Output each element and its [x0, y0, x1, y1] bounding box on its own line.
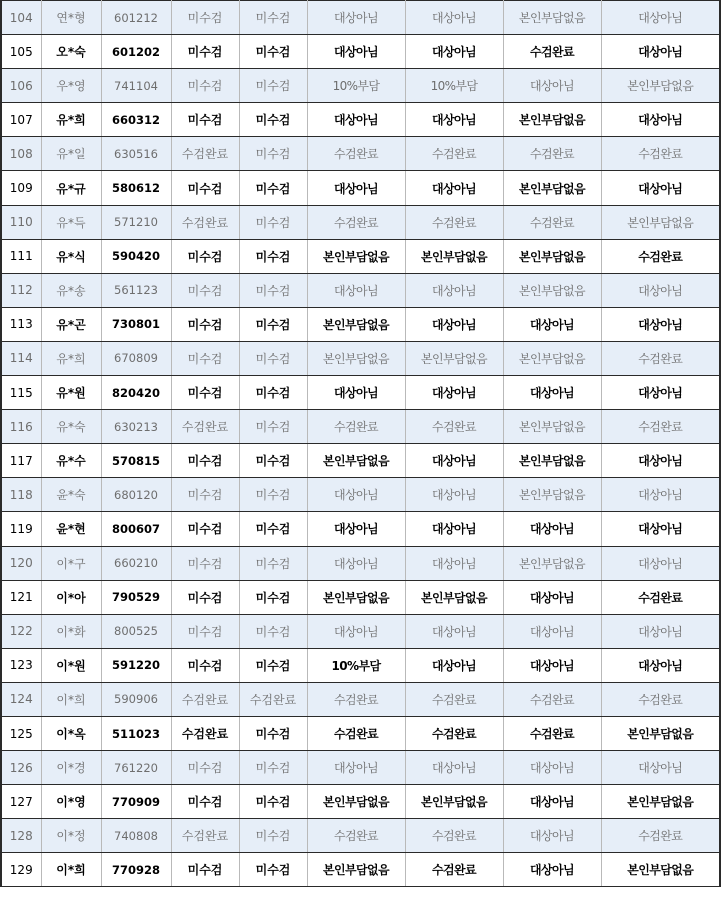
- status-cell-3: 본인부담없음: [307, 239, 405, 273]
- status-cell-6: 수검완료: [601, 137, 720, 171]
- status-cell-6: 대상아님: [601, 648, 720, 682]
- status-cell-2: 미수검: [239, 648, 307, 682]
- table-row: [1, 648, 720, 682]
- row-number-cell: 118: [1, 478, 41, 512]
- status-cell-2: 수검완료: [239, 682, 307, 716]
- status-cell-6: 본인부담없음: [601, 716, 720, 750]
- status-cell-3: 대상아님: [307, 35, 405, 69]
- status-cell-5: 대상아님: [503, 648, 601, 682]
- status-cell-1: 미수검: [171, 171, 239, 205]
- row-number-cell: 105: [1, 35, 41, 69]
- name-cell: 이*희: [41, 682, 101, 716]
- table-row: [1, 1, 720, 35]
- status-cell-5: 대상아님: [503, 819, 601, 853]
- status-cell-4: 수검완료: [405, 410, 503, 444]
- row-number-cell: 108: [1, 137, 41, 171]
- status-cell-2: 미수검: [239, 716, 307, 750]
- birthdate-code-cell: 630516: [101, 137, 171, 171]
- status-cell-3: 수검완료: [307, 682, 405, 716]
- status-cell-2: 미수검: [239, 239, 307, 273]
- status-cell-5: 본인부담없음: [503, 103, 601, 137]
- birthdate-code-cell: 820420: [101, 376, 171, 410]
- status-cell-4: 대상아님: [405, 614, 503, 648]
- birthdate-code-cell: 590420: [101, 239, 171, 273]
- status-cell-2: 미수검: [239, 103, 307, 137]
- status-cell-1: 미수검: [171, 614, 239, 648]
- status-cell-6: 대상아님: [601, 444, 720, 478]
- status-cell-4: 대상아님: [405, 35, 503, 69]
- table-row: [1, 853, 720, 887]
- status-cell-2: 미수검: [239, 307, 307, 341]
- row-number-cell: 124: [1, 682, 41, 716]
- row-number-cell: 116: [1, 410, 41, 444]
- status-cell-5: 본인부담없음: [503, 546, 601, 580]
- status-cell-6: 대상아님: [601, 307, 720, 341]
- birthdate-code-cell: 660210: [101, 546, 171, 580]
- status-cell-5: 대상아님: [503, 614, 601, 648]
- birthdate-code-cell: 570815: [101, 444, 171, 478]
- status-cell-2: 미수검: [239, 512, 307, 546]
- status-cell-5: 대상아님: [503, 853, 601, 887]
- table-row: [1, 273, 720, 307]
- table-row: [1, 137, 720, 171]
- name-cell: 이*원: [41, 648, 101, 682]
- status-cell-2: 미수검: [239, 410, 307, 444]
- birthdate-code-cell: 761220: [101, 751, 171, 785]
- status-cell-4: 대상아님: [405, 273, 503, 307]
- status-cell-1: 미수검: [171, 376, 239, 410]
- row-number-cell: 111: [1, 239, 41, 273]
- status-cell-1: 미수검: [171, 751, 239, 785]
- status-cell-5: 대상아님: [503, 751, 601, 785]
- status-cell-6: 대상아님: [601, 751, 720, 785]
- status-cell-6: 대상아님: [601, 35, 720, 69]
- status-cell-5: 본인부담없음: [503, 478, 601, 512]
- status-cell-5: 본인부담없음: [503, 171, 601, 205]
- birthdate-code-cell: 730801: [101, 307, 171, 341]
- status-cell-1: 수검완료: [171, 716, 239, 750]
- status-cell-3: 대상아님: [307, 376, 405, 410]
- status-cell-4: 본인부담없음: [405, 785, 503, 819]
- table-row: [1, 410, 720, 444]
- birthdate-code-cell: 630213: [101, 410, 171, 444]
- status-cell-4: 대상아님: [405, 376, 503, 410]
- name-cell: 유*수: [41, 444, 101, 478]
- status-cell-5: 본인부담없음: [503, 410, 601, 444]
- status-cell-4: 대상아님: [405, 751, 503, 785]
- status-cell-5: 대상아님: [503, 785, 601, 819]
- row-number-cell: 113: [1, 307, 41, 341]
- status-cell-2: 미수검: [239, 751, 307, 785]
- status-cell-6: 대상아님: [601, 273, 720, 307]
- status-cell-4: 수검완료: [405, 819, 503, 853]
- name-cell: 유*식: [41, 239, 101, 273]
- table-row: [1, 751, 720, 785]
- name-cell: 이*화: [41, 614, 101, 648]
- status-cell-5: 수검완료: [503, 205, 601, 239]
- table-row: [1, 682, 720, 716]
- status-cell-6: 대상아님: [601, 614, 720, 648]
- status-cell-2: 미수검: [239, 580, 307, 614]
- status-cell-1: 미수검: [171, 546, 239, 580]
- row-number-cell: 107: [1, 103, 41, 137]
- status-cell-5: 본인부담없음: [503, 444, 601, 478]
- birthdate-code-cell: 571210: [101, 205, 171, 239]
- status-cell-6: 수검완료: [601, 819, 720, 853]
- table-row: [1, 785, 720, 819]
- row-number-cell: 104: [1, 1, 41, 35]
- status-cell-3: 본인부담없음: [307, 307, 405, 341]
- status-cell-2: 미수검: [239, 171, 307, 205]
- status-cell-1: 미수검: [171, 478, 239, 512]
- row-number-cell: 128: [1, 819, 41, 853]
- status-cell-5: 본인부담없음: [503, 239, 601, 273]
- row-number-cell: 119: [1, 512, 41, 546]
- table-row: [1, 341, 720, 375]
- name-cell: 이*정: [41, 819, 101, 853]
- status-cell-1: 미수검: [171, 35, 239, 69]
- status-cell-5: 본인부담없음: [503, 1, 601, 35]
- status-cell-6: 수검완료: [601, 239, 720, 273]
- status-cell-1: 수검완료: [171, 410, 239, 444]
- table-row: [1, 444, 720, 478]
- status-cell-6: 대상아님: [601, 103, 720, 137]
- name-cell: 유*득: [41, 205, 101, 239]
- status-cell-2: 미수검: [239, 273, 307, 307]
- table-row: [1, 546, 720, 580]
- table-row: [1, 614, 720, 648]
- birthdate-code-cell: 740808: [101, 819, 171, 853]
- table-row: [1, 69, 720, 103]
- status-cell-3: 대상아님: [307, 273, 405, 307]
- status-cell-3: 대상아님: [307, 614, 405, 648]
- birthdate-code-cell: 680120: [101, 478, 171, 512]
- table-row: [1, 376, 720, 410]
- row-number-cell: 122: [1, 614, 41, 648]
- name-cell: 우*영: [41, 69, 101, 103]
- birthdate-code-cell: 561123: [101, 273, 171, 307]
- row-number-cell: 110: [1, 205, 41, 239]
- status-cell-6: 대상아님: [601, 512, 720, 546]
- status-cell-1: 미수검: [171, 239, 239, 273]
- status-cell-1: 미수검: [171, 648, 239, 682]
- status-cell-3: 수검완료: [307, 716, 405, 750]
- name-cell: 이*아: [41, 580, 101, 614]
- status-cell-3: 본인부담없음: [307, 785, 405, 819]
- birthdate-code-cell: 601202: [101, 35, 171, 69]
- status-cell-2: 미수검: [239, 819, 307, 853]
- status-cell-4: 대상아님: [405, 512, 503, 546]
- status-cell-4: 수검완료: [405, 716, 503, 750]
- row-number-cell: 112: [1, 273, 41, 307]
- status-cell-1: 미수검: [171, 785, 239, 819]
- status-cell-1: 수검완료: [171, 682, 239, 716]
- row-number-cell: 106: [1, 69, 41, 103]
- name-cell: 이*구: [41, 546, 101, 580]
- status-cell-1: 수검완료: [171, 137, 239, 171]
- status-cell-2: 미수검: [239, 376, 307, 410]
- name-cell: 유*송: [41, 273, 101, 307]
- birthdate-code-cell: 670809: [101, 341, 171, 375]
- table-row: [1, 478, 720, 512]
- status-cell-1: 미수검: [171, 1, 239, 35]
- status-cell-6: 수검완료: [601, 410, 720, 444]
- status-cell-4: 본인부담없음: [405, 239, 503, 273]
- status-cell-3: 수검완료: [307, 819, 405, 853]
- status-cell-6: 본인부담없음: [601, 205, 720, 239]
- name-cell: 오*숙: [41, 35, 101, 69]
- name-cell: 유*일: [41, 137, 101, 171]
- status-cell-6: 대상아님: [601, 376, 720, 410]
- row-number-cell: 109: [1, 171, 41, 205]
- status-cell-1: 수검완료: [171, 819, 239, 853]
- name-cell: 유*희: [41, 103, 101, 137]
- status-cell-6: 대상아님: [601, 1, 720, 35]
- birthdate-code-cell: 770928: [101, 853, 171, 887]
- birthdate-code-cell: 590906: [101, 682, 171, 716]
- status-cell-4: 수검완료: [405, 682, 503, 716]
- status-cell-3: 수검완료: [307, 205, 405, 239]
- birthdate-code-cell: 741104: [101, 69, 171, 103]
- status-cell-1: 미수검: [171, 307, 239, 341]
- name-cell: 이*경: [41, 751, 101, 785]
- status-cell-1: 미수검: [171, 69, 239, 103]
- birthdate-code-cell: 580612: [101, 171, 171, 205]
- status-cell-5: 본인부담없음: [503, 273, 601, 307]
- status-cell-3: 본인부담없음: [307, 580, 405, 614]
- status-cell-6: 대상아님: [601, 478, 720, 512]
- status-cell-4: 본인부담없음: [405, 341, 503, 375]
- status-cell-1: 수검완료: [171, 205, 239, 239]
- status-cell-5: 대상아님: [503, 580, 601, 614]
- status-cell-2: 미수검: [239, 205, 307, 239]
- table-row: [1, 239, 720, 273]
- name-cell: 윤*현: [41, 512, 101, 546]
- status-cell-2: 미수검: [239, 444, 307, 478]
- row-number-cell: 126: [1, 751, 41, 785]
- status-cell-4: 대상아님: [405, 478, 503, 512]
- name-cell: 유*곤: [41, 307, 101, 341]
- name-cell: 유*희: [41, 341, 101, 375]
- status-cell-6: 대상아님: [601, 546, 720, 580]
- row-number-cell: 121: [1, 580, 41, 614]
- status-cell-6: 수검완료: [601, 580, 720, 614]
- table-body: [1, 1, 720, 887]
- name-cell: 이*영: [41, 785, 101, 819]
- name-cell: 연*형: [41, 1, 101, 35]
- status-cell-5: 본인부담없음: [503, 341, 601, 375]
- status-cell-1: 미수검: [171, 341, 239, 375]
- status-cell-1: 미수검: [171, 853, 239, 887]
- status-cell-3: 10%부담: [307, 648, 405, 682]
- status-cell-2: 미수검: [239, 614, 307, 648]
- row-number-cell: 127: [1, 785, 41, 819]
- table-row: [1, 819, 720, 853]
- status-cell-2: 미수검: [239, 1, 307, 35]
- status-cell-4: 대상아님: [405, 444, 503, 478]
- status-cell-1: 미수검: [171, 273, 239, 307]
- row-number-cell: 114: [1, 341, 41, 375]
- row-number-cell: 117: [1, 444, 41, 478]
- table-row: [1, 205, 720, 239]
- status-cell-4: 대상아님: [405, 307, 503, 341]
- status-cell-2: 미수검: [239, 853, 307, 887]
- status-cell-5: 수검완료: [503, 716, 601, 750]
- birthdate-code-cell: 800525: [101, 614, 171, 648]
- status-cell-5: 수검완료: [503, 35, 601, 69]
- table-row: [1, 35, 720, 69]
- status-cell-5: 대상아님: [503, 512, 601, 546]
- status-cell-3: 수검완료: [307, 137, 405, 171]
- status-cell-3: 수검완료: [307, 410, 405, 444]
- status-cell-1: 미수검: [171, 444, 239, 478]
- table-row: [1, 307, 720, 341]
- status-cell-5: 대상아님: [503, 69, 601, 103]
- birthdate-code-cell: 511023: [101, 716, 171, 750]
- status-cell-4: 수검완료: [405, 853, 503, 887]
- status-cell-2: 미수검: [239, 478, 307, 512]
- status-cell-3: 대상아님: [307, 512, 405, 546]
- row-number-cell: 120: [1, 546, 41, 580]
- status-cell-6: 수검완료: [601, 682, 720, 716]
- row-number-cell: 129: [1, 853, 41, 887]
- status-cell-5: 대상아님: [503, 307, 601, 341]
- status-cell-4: 본인부담없음: [405, 580, 503, 614]
- status-cell-3: 10%부담: [307, 69, 405, 103]
- table-row: [1, 103, 720, 137]
- name-cell: 유*규: [41, 171, 101, 205]
- status-cell-6: 수검완료: [601, 341, 720, 375]
- table-row: [1, 580, 720, 614]
- status-cell-4: 10%부담: [405, 69, 503, 103]
- status-cell-1: 미수검: [171, 103, 239, 137]
- row-number-cell: 123: [1, 648, 41, 682]
- status-cell-3: 대상아님: [307, 478, 405, 512]
- name-cell: 유*숙: [41, 410, 101, 444]
- status-cell-5: 수검완료: [503, 682, 601, 716]
- status-cell-4: 대상아님: [405, 1, 503, 35]
- birthdate-code-cell: 790529: [101, 580, 171, 614]
- status-cell-2: 미수검: [239, 546, 307, 580]
- status-cell-2: 미수검: [239, 69, 307, 103]
- status-cell-3: 본인부담없음: [307, 341, 405, 375]
- status-cell-1: 미수검: [171, 580, 239, 614]
- status-cell-4: 대상아님: [405, 546, 503, 580]
- status-cell-3: 대상아님: [307, 751, 405, 785]
- status-cell-3: 본인부담없음: [307, 444, 405, 478]
- status-cell-3: 대상아님: [307, 171, 405, 205]
- status-cell-6: 본인부담없음: [601, 853, 720, 887]
- name-cell: 윤*숙: [41, 478, 101, 512]
- status-cell-4: 수검완료: [405, 137, 503, 171]
- status-cell-3: 대상아님: [307, 546, 405, 580]
- status-cell-4: 대상아님: [405, 648, 503, 682]
- status-cell-6: 본인부담없음: [601, 69, 720, 103]
- table-row: [1, 512, 720, 546]
- status-cell-5: 수검완료: [503, 137, 601, 171]
- status-cell-3: 대상아님: [307, 1, 405, 35]
- status-cell-2: 미수검: [239, 785, 307, 819]
- name-cell: 이*옥: [41, 716, 101, 750]
- status-cell-5: 대상아님: [503, 376, 601, 410]
- status-cell-2: 미수검: [239, 137, 307, 171]
- status-cell-1: 미수검: [171, 512, 239, 546]
- birthdate-code-cell: 591220: [101, 648, 171, 682]
- status-cell-4: 수검완료: [405, 205, 503, 239]
- status-cell-2: 미수검: [239, 35, 307, 69]
- birthdate-code-cell: 770909: [101, 785, 171, 819]
- table-row: [1, 716, 720, 750]
- table-row: [1, 171, 720, 205]
- status-cell-3: 대상아님: [307, 103, 405, 137]
- status-cell-2: 미수검: [239, 341, 307, 375]
- status-cell-6: 본인부담없음: [601, 785, 720, 819]
- status-cell-3: 본인부담없음: [307, 853, 405, 887]
- status-cell-4: 대상아님: [405, 171, 503, 205]
- name-cell: 유*원: [41, 376, 101, 410]
- name-cell: 이*희: [41, 853, 101, 887]
- status-cell-4: 대상아님: [405, 103, 503, 137]
- birthdate-code-cell: 601212: [101, 1, 171, 35]
- birthdate-code-cell: 660312: [101, 103, 171, 137]
- status-cell-6: 대상아님: [601, 171, 720, 205]
- row-number-cell: 125: [1, 716, 41, 750]
- row-number-cell: 115: [1, 376, 41, 410]
- birthdate-code-cell: 800607: [101, 512, 171, 546]
